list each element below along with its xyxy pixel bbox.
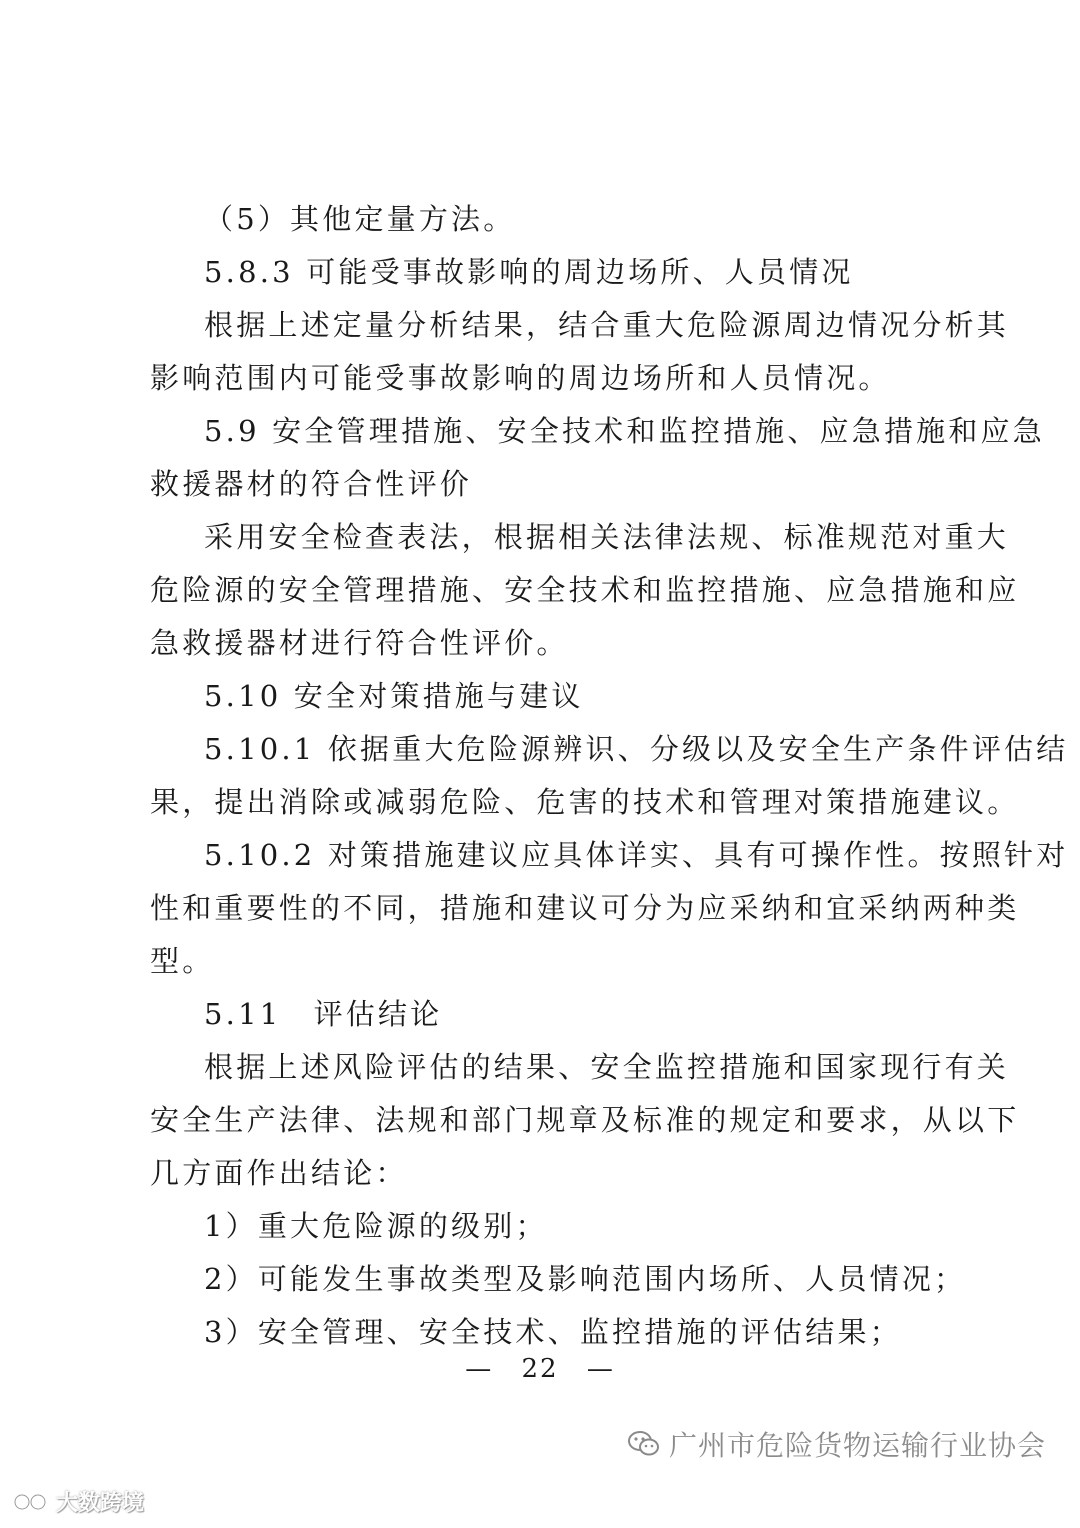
list-item: 3）安全管理、安全技术、监控措施的评估结果； xyxy=(204,1315,902,1349)
page-number xyxy=(0,1352,1080,1386)
account-watermark xyxy=(627,1424,1046,1464)
section-heading: 5.11 评估结论 xyxy=(204,997,443,1031)
page-number-dash: — xyxy=(465,1354,494,1384)
text-line: 型。 xyxy=(150,944,215,978)
text-line: 危险源的安全管理措施、安全技术和监控措施、应急措施和应 xyxy=(150,573,1020,607)
text-line: 5.10.1 依据重大危险源辨识、分级以及安全生产条件评估结 xyxy=(204,732,1069,766)
account-name: 广州市危险货物运输行业协会 xyxy=(668,1429,1046,1462)
wechat-icon xyxy=(627,1430,661,1458)
text-line: 急救援器材进行符合性评价。 xyxy=(150,626,569,660)
text-line: 安全生产法律、法规和部门规章及标准的规定和要求，从以下 xyxy=(150,1103,1020,1137)
section-heading: 5.10 安全对策措施与建议 xyxy=(204,679,584,713)
text-line: （5）其他定量方法。 xyxy=(204,202,516,236)
page-number-dash: — xyxy=(586,1354,615,1384)
text-line: 果，提出消除或减弱危险、危害的技术和管理对策措施建议。 xyxy=(150,785,1020,819)
section-heading: 5.8.3 可能受事故影响的周边场所、人员情况 xyxy=(204,255,854,289)
source-name: 大数跨境 xyxy=(56,1491,145,1516)
list-item: 2）可能发生事故类型及影响范围内场所、人员情况； xyxy=(204,1262,967,1296)
text-line: 根据上述风险评估的结果、安全监控措施和国家现行有关 xyxy=(204,1050,1010,1084)
text-line: 影响范围内可能受事故影响的周边场所和人员情况。 xyxy=(150,361,891,395)
text-line: 5.10.2 对策措施建议应具体详实、具有可操作性。按照针对 xyxy=(204,838,1069,872)
text-line: 性和重要性的不同，措施和建议可分为应采纳和宜采纳两种类 xyxy=(150,891,1020,925)
source-logo-icon xyxy=(12,1490,52,1514)
source-watermark xyxy=(12,1486,144,1517)
list-item: 1）重大危险源的级别； xyxy=(204,1209,548,1243)
text-line: 采用安全检查表法，根据相关法律法规、标准规范对重大 xyxy=(204,520,1010,554)
text-line: 几方面作出结论： xyxy=(150,1156,408,1190)
text-line: 根据上述定量分析结果，结合重大危险源周边情况分析其 xyxy=(204,308,1010,342)
section-heading: 救援器材的符合性评价 xyxy=(150,467,473,501)
section-heading: 5.9 安全管理措施、安全技术和监控措施、应急措施和应急 xyxy=(204,414,1045,448)
page-number-value: 22 xyxy=(521,1354,559,1384)
